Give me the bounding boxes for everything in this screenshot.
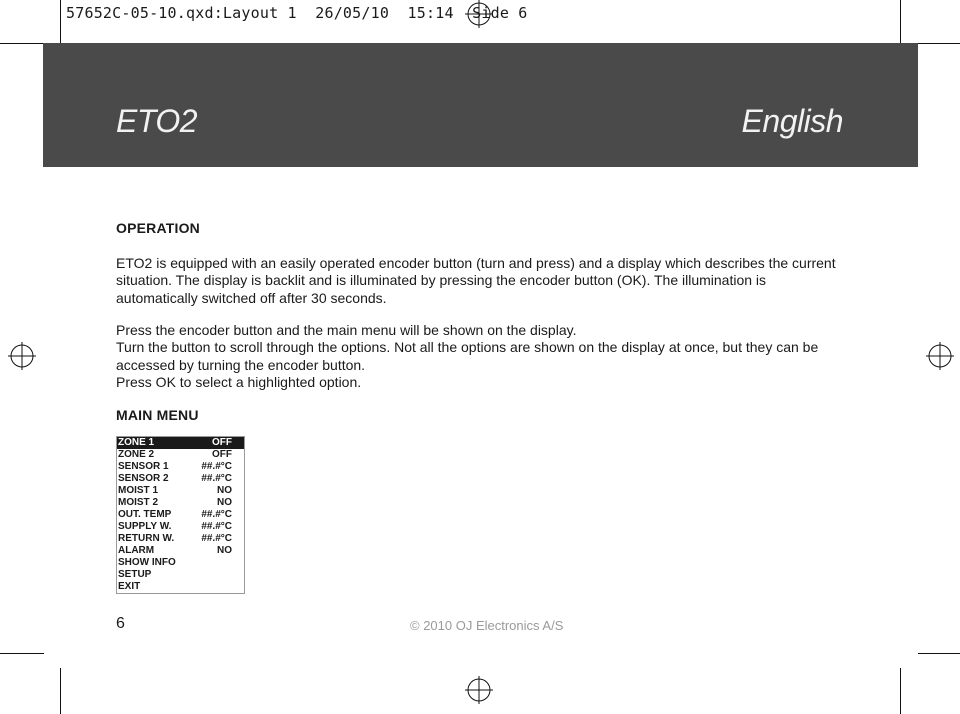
menu-row-highlighted: [117, 437, 244, 449]
menu-value: NO: [217, 497, 232, 508]
menu-label: MOIST 1: [118, 485, 159, 496]
instructions-paragraph: [116, 322, 846, 392]
crop-mark: [60, 0, 61, 44]
menu-row: [117, 461, 244, 473]
menu-label: ZONE 2: [118, 449, 155, 460]
registration-mark-icon: [465, 676, 493, 704]
menu-value: ##.#°C: [201, 461, 232, 472]
product-title: ETO2: [116, 103, 197, 139]
operation-heading: OPERATION: [116, 220, 200, 236]
menu-row: [117, 521, 244, 533]
language-label: English: [741, 103, 843, 139]
menu-label: MOIST 2: [118, 497, 159, 508]
menu-value: OFF: [212, 449, 232, 460]
crop-mark: [0, 43, 44, 44]
menu-label: RETURN W.: [118, 533, 175, 544]
header-banner: [43, 43, 918, 167]
crop-mark: [918, 653, 960, 654]
menu-value: ##.#°C: [201, 521, 232, 532]
menu-value: OFF: [212, 437, 232, 448]
menu-value: ##.#°C: [201, 473, 232, 484]
crop-mark: [60, 668, 61, 714]
menu-label: ZONE 1: [118, 437, 155, 448]
menu-row: [117, 509, 244, 521]
main-menu-display: [116, 436, 245, 594]
menu-row: [117, 473, 244, 485]
menu-value: ##.#°C: [201, 533, 232, 544]
print-slug-line: 57652C-05-10.qxd:Layout 1 26/05/10 15:14 Side 6: [66, 4, 528, 22]
crop-mark: [918, 43, 960, 44]
crop-mark: [900, 668, 901, 714]
menu-label: OUT. TEMP: [118, 509, 172, 520]
menu-label: SENSOR 2: [118, 473, 169, 484]
menu-value: ##.#°C: [201, 509, 232, 520]
menu-row: [117, 485, 244, 497]
registration-mark-icon: [465, 0, 493, 28]
registration-mark-icon: [8, 342, 36, 370]
copyright-notice: © 2010 OJ Electronics A/S: [410, 618, 564, 633]
menu-row: [117, 497, 244, 509]
menu-label: SENSOR 1: [118, 461, 169, 472]
crop-mark: [0, 653, 44, 654]
registration-mark-icon: [926, 342, 954, 370]
menu-label: SETUP: [118, 569, 152, 580]
menu-row: [117, 449, 244, 461]
instruction-line: Press OK to select a highlighted option.: [116, 374, 362, 391]
crop-mark: [900, 0, 901, 44]
page-number: 6: [116, 615, 125, 632]
menu-row: [117, 581, 244, 593]
menu-value: NO: [217, 485, 232, 496]
menu-value: NO: [217, 545, 232, 556]
main-menu-heading: MAIN MENU: [116, 407, 199, 423]
menu-label: ALARM: [118, 545, 155, 556]
operation-paragraph: ETO2 is equipped with an easily operated encoder button (turn and press) and a display which describes the current situation. The display is backlit and is illuminated by pressing the encoder button (OK). The illumination is automatically switched off after 30 seconds.: [116, 255, 836, 306]
instruction-line: Turn the button to scroll through the options. Not all the options are shown on the display at once, but they can be accessed by turning the encoder button.: [116, 339, 819, 373]
menu-row: [117, 545, 244, 557]
menu-row: [117, 533, 244, 545]
menu-row: [117, 569, 244, 581]
menu-label: SHOW INFO: [118, 557, 176, 568]
instruction-line: Press the encoder button and the main menu will be shown on the display.: [116, 322, 577, 338]
menu-row: [117, 557, 244, 569]
menu-label: SUPPLY W.: [118, 521, 172, 532]
menu-label: EXIT: [118, 581, 141, 592]
